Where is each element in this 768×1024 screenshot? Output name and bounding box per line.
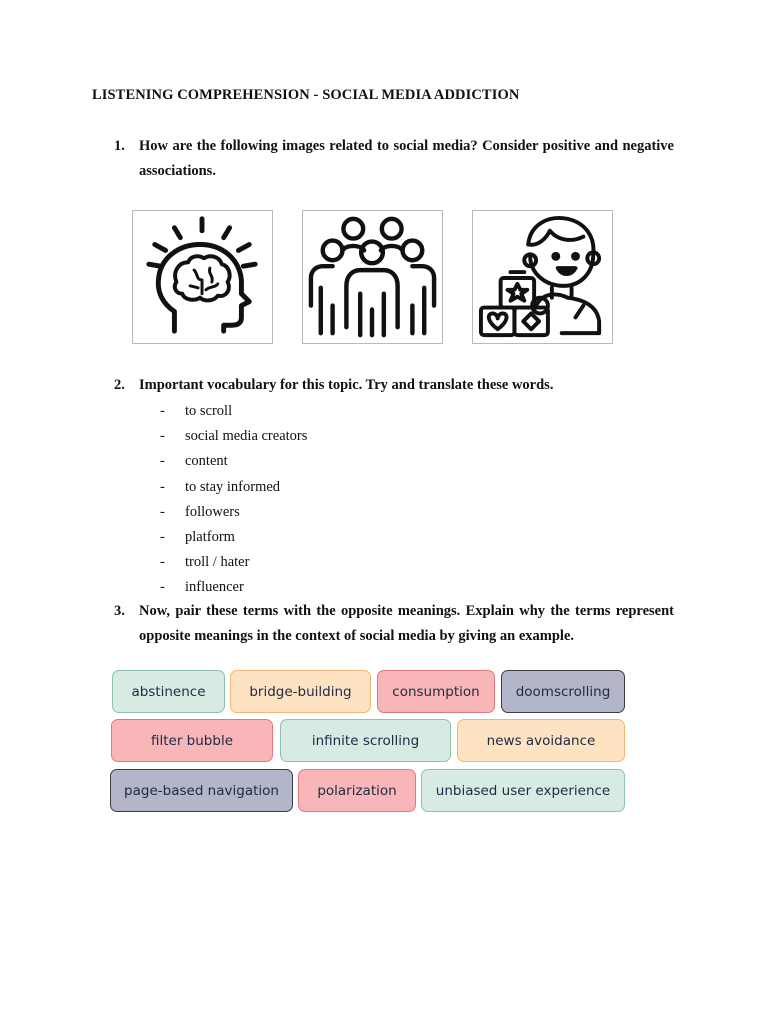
- vocab-item: - social media creators: [160, 424, 307, 449]
- question-1-text: How are the following images related to social media? Consider positive and negative associations.: [139, 138, 674, 179]
- vocab-item: - platform: [160, 525, 307, 550]
- vocab-item: - content: [160, 449, 307, 474]
- question-3-text: Now, pair these terms with the opposite meanings. Explain why the terms represent opposite meanings in the context of social media by giving an example.: [139, 603, 674, 644]
- question-2-number: 2.: [114, 377, 125, 393]
- term-tile-infinite-scrolling[interactable]: infinite scrolling: [280, 719, 451, 762]
- term-tile-consumption[interactable]: consumption: [377, 670, 495, 713]
- term-tile-abstinence[interactable]: abstinence: [112, 670, 225, 713]
- vocab-item: - troll / hater: [160, 550, 307, 575]
- question-2: [114, 373, 674, 398]
- term-tile-bridge-building[interactable]: bridge-building: [230, 670, 371, 713]
- term-tile-polarization[interactable]: polarization: [298, 769, 416, 812]
- term-tile-unbiased-user-experience[interactable]: unbiased user experience: [421, 769, 625, 812]
- vocab-item: - to stay informed: [160, 475, 307, 500]
- question-3-number: 3.: [114, 603, 125, 619]
- vocab-item: - followers: [160, 500, 307, 525]
- vocabulary-list: [160, 399, 307, 601]
- vocab-item: - influencer: [160, 575, 307, 600]
- brain-head-icon: [132, 210, 273, 344]
- term-tile-page-based-navigation[interactable]: page-based navigation: [110, 769, 293, 812]
- term-tile-filter-bubble[interactable]: filter bubble: [111, 719, 273, 762]
- page-title: LISTENING COMPREHENSION - SOCIAL MEDIA ADDICTION: [92, 87, 520, 103]
- crowd-people-icon: [302, 210, 443, 344]
- vocab-item: - to scroll: [160, 399, 307, 424]
- term-tile-doomscrolling[interactable]: doomscrolling: [501, 670, 625, 713]
- child-playing-blocks-icon: [472, 210, 613, 344]
- question-2-text: Important vocabulary for this topic. Try and translate these words.: [139, 377, 554, 393]
- question-3: [114, 599, 674, 649]
- question-1-number: 1.: [114, 138, 125, 154]
- question-1: [114, 134, 674, 184]
- term-tile-news-avoidance[interactable]: news avoidance: [457, 719, 625, 762]
